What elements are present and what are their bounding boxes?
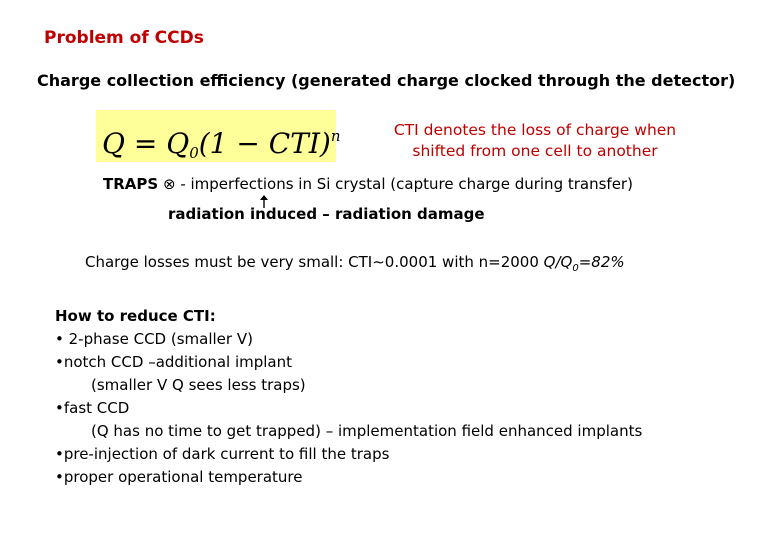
formula-factor: (1 − CTI) — [198, 127, 331, 160]
list-item-detail: (smaller V Q sees less traps) — [91, 376, 306, 394]
list-item: •proper operational temperature — [55, 468, 303, 486]
cti-formula — [96, 110, 341, 162]
reduce-cti-heading: How to reduce CTI: — [55, 307, 216, 325]
formula-q0-subscript: 0 — [189, 144, 199, 162]
trap-symbol-icon: ⊗ — [162, 175, 176, 193]
traps-label: TRAPS — [103, 175, 159, 193]
slide-title: Problem of CCDs — [44, 28, 204, 48]
charge-losses-line — [85, 253, 625, 274]
list-item: •notch CCD –additional implant — [55, 353, 293, 371]
formula-equals: = — [124, 127, 167, 160]
list-item: •pre-injection of dark current to fill the traps — [55, 445, 390, 463]
list-item: • 2-phase CCD (smaller V) — [55, 330, 253, 348]
formula-q: Q — [102, 127, 125, 160]
slide-subtitle: Charge collection efficiency (generated charge clocked through the detector) — [37, 71, 736, 90]
formula-q0: Q — [166, 127, 190, 160]
cti-definition: CTI denotes the loss of charge when shifted from one cell to another — [393, 121, 677, 160]
list-item-detail: (Q has no time to get trapped) – implementation field enhanced implants — [91, 422, 643, 440]
losses-ratio-q: Q/Q — [543, 253, 573, 271]
reduce-cti-list — [55, 305, 642, 489]
losses-text: Charge losses must be very small: CTI∼0.0001 with n=2000 — [85, 253, 544, 271]
traps-line — [103, 175, 633, 193]
losses-ratio-value: =82% — [578, 253, 625, 271]
losses-ratio — [543, 253, 625, 274]
list-item: •fast CCD — [55, 399, 130, 417]
formula-exponent: n — [330, 127, 341, 145]
traps-description: - imperfections in Si crystal (capture charge during transfer) — [175, 175, 633, 193]
radiation-damage-note: radiation induced – radiation damage — [168, 205, 485, 223]
losses-ratio-subscript: 0 — [572, 263, 579, 274]
